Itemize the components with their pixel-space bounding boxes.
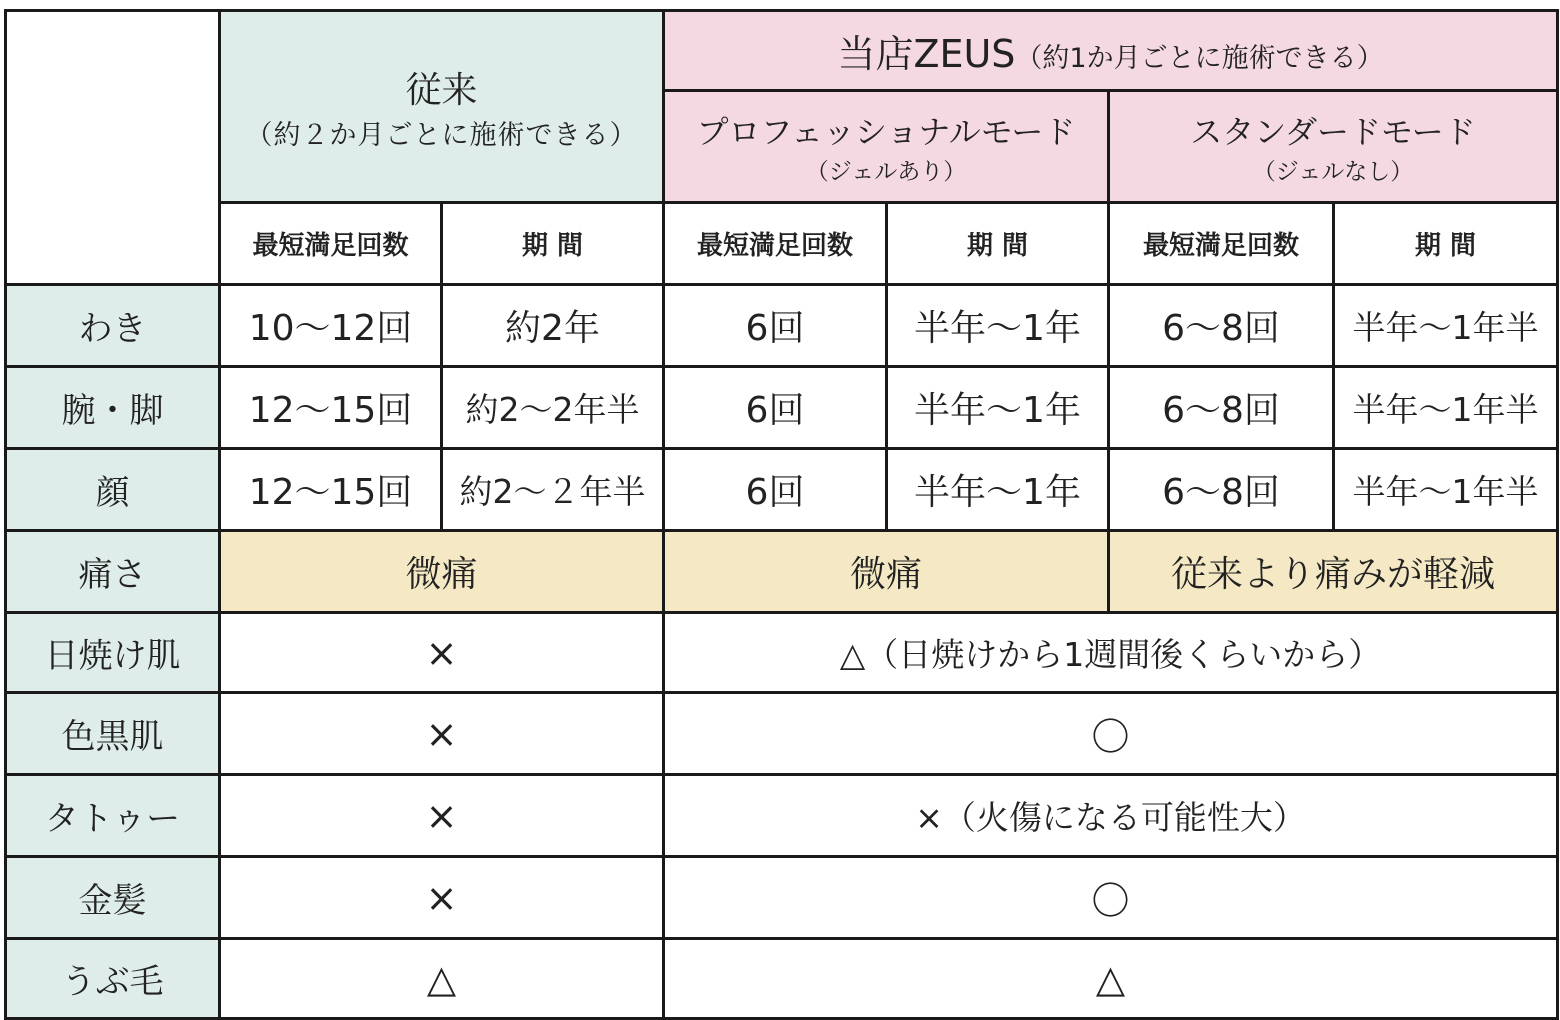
cell: 微痛 — [664, 531, 1109, 613]
cell: 約2〜2年半 — [442, 367, 664, 449]
col-header-period: 期 間 — [1334, 203, 1558, 285]
row-label: タトゥー — [6, 775, 220, 857]
cell: 微痛 — [220, 531, 664, 613]
zeus-title: 当店ZEUS — [837, 32, 1016, 76]
cell: 半年〜1年半 — [1334, 367, 1558, 449]
row-label: 日焼け肌 — [6, 613, 220, 693]
standard-mode-header — [1109, 91, 1558, 203]
col-header-sessions: 最短満足回数 — [1109, 203, 1334, 285]
row-label: うぶ毛 — [6, 939, 220, 1019]
cell: 12〜15回 — [220, 449, 442, 531]
table-row — [6, 693, 1558, 775]
corner-cell — [6, 11, 220, 285]
col-header-period: 期 間 — [442, 203, 664, 285]
cell: ×（火傷になる可能性大） — [664, 775, 1558, 857]
cell: 〇 — [664, 857, 1558, 939]
cell: 従来より痛みが軽減 — [1109, 531, 1558, 613]
row-label: 色黒肌 — [6, 693, 220, 775]
standard-mode-title: スタンダードモード — [1190, 113, 1476, 151]
comparison-table-wrapper — [4, 9, 1556, 1016]
cell: 12〜15回 — [220, 367, 442, 449]
table-row — [6, 613, 1558, 693]
cell: △（日焼けから1週間後くらいから） — [664, 613, 1558, 693]
conventional-subtitle: （約２か月ごとに施術できる） — [245, 119, 638, 151]
cell: 約2〜２年半 — [442, 449, 664, 531]
cell: × — [220, 613, 664, 693]
cell: × — [220, 775, 664, 857]
cell: 6回 — [664, 449, 887, 531]
zeus-header — [664, 11, 1558, 91]
cell: 6回 — [664, 285, 887, 367]
cell: 半年〜1年半 — [1334, 285, 1558, 367]
row-label: 顔 — [6, 449, 220, 531]
cell: 6回 — [664, 367, 887, 449]
table-row — [6, 775, 1558, 857]
row-label: 金髪 — [6, 857, 220, 939]
standard-mode-subtitle: （ジェルなし） — [1252, 159, 1414, 185]
row-label: 腕・脚 — [6, 367, 220, 449]
cell: 半年〜1年 — [887, 449, 1109, 531]
cell: 10〜12回 — [220, 285, 442, 367]
cell: 半年〜1年半 — [1334, 449, 1558, 531]
cell: 半年〜1年 — [887, 285, 1109, 367]
comparison-table — [4, 9, 1559, 1020]
row-label: わき — [6, 285, 220, 367]
cell: × — [220, 693, 664, 775]
table-row — [6, 285, 1558, 367]
conventional-header — [220, 11, 664, 203]
table-row — [6, 857, 1558, 939]
cell: 6〜8回 — [1109, 367, 1334, 449]
cell: △ — [220, 939, 664, 1019]
table-row — [6, 367, 1558, 449]
zeus-subtitle: （約1か月ごとに施術できる） — [1015, 43, 1384, 74]
pro-mode-header — [664, 91, 1109, 203]
cell: × — [220, 857, 664, 939]
cell: △ — [664, 939, 1558, 1019]
pro-mode-title: プロフェッショナルモード — [696, 113, 1076, 151]
row-label: 痛さ — [6, 531, 220, 613]
table-row — [6, 449, 1558, 531]
col-header-period: 期 間 — [887, 203, 1109, 285]
col-header-sessions: 最短満足回数 — [664, 203, 887, 285]
pro-mode-subtitle: （ジェルあり） — [805, 159, 967, 185]
conventional-title: 従来 — [405, 69, 478, 111]
table-row — [6, 531, 1558, 613]
cell: 約2年 — [442, 285, 664, 367]
cell: 6〜8回 — [1109, 449, 1334, 531]
cell: 6〜8回 — [1109, 285, 1334, 367]
table-row — [6, 939, 1558, 1019]
cell: 〇 — [664, 693, 1558, 775]
col-header-sessions: 最短満足回数 — [220, 203, 442, 285]
cell: 半年〜1年 — [887, 367, 1109, 449]
